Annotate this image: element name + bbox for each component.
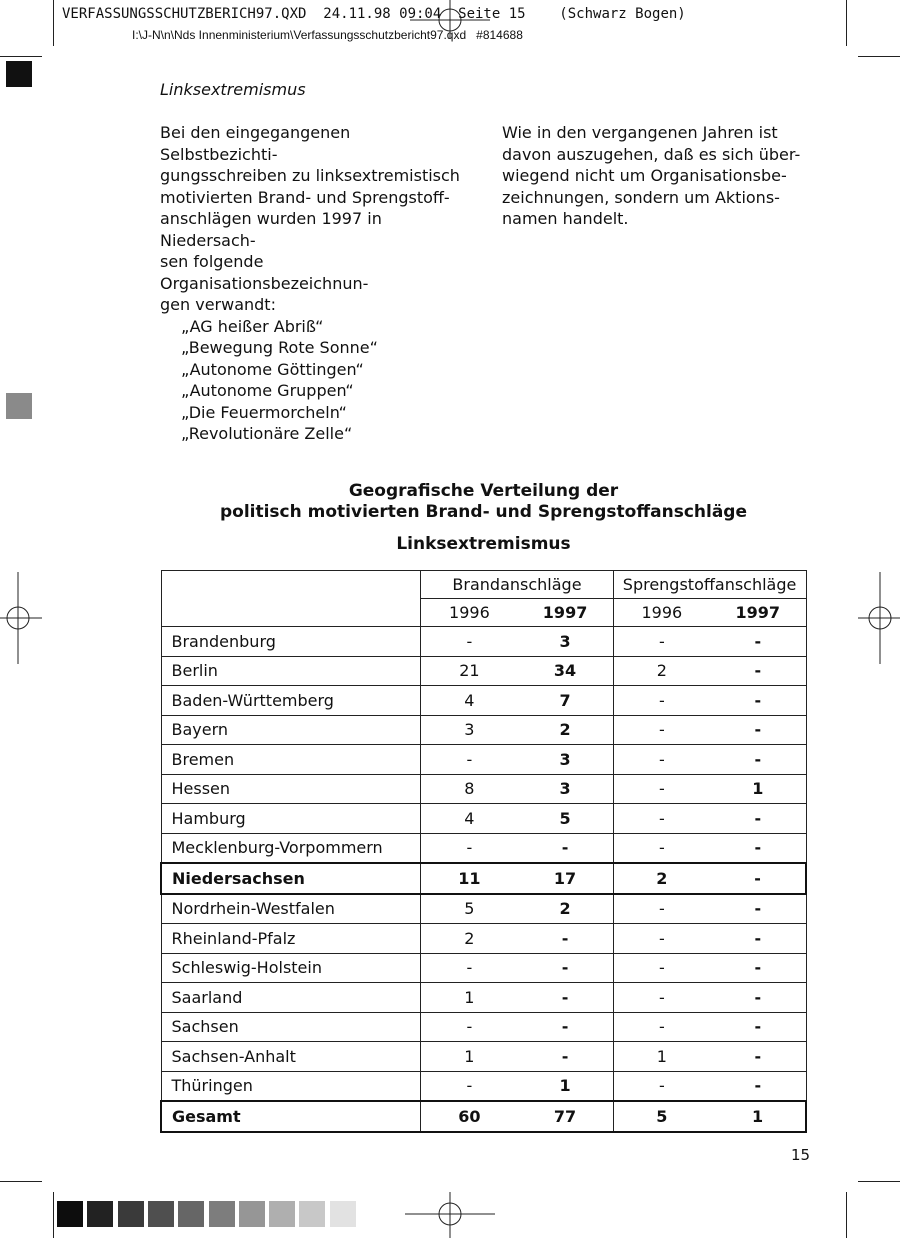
table-cell: - bbox=[613, 745, 710, 775]
statistics-table bbox=[160, 570, 807, 1133]
table-cell: 5 bbox=[517, 804, 613, 834]
table-cell: - bbox=[517, 1012, 613, 1042]
table-row bbox=[161, 1101, 806, 1132]
year-header: 1996 bbox=[421, 599, 518, 627]
paragraph-line: gen verwandt: bbox=[160, 295, 276, 314]
table-cell: 1 bbox=[710, 1101, 806, 1132]
table-row bbox=[161, 686, 806, 716]
table-cell: - bbox=[710, 745, 806, 775]
crop-mark bbox=[846, 0, 847, 46]
table-row bbox=[161, 1042, 806, 1072]
table-cell: 3 bbox=[517, 774, 613, 804]
crop-mark bbox=[858, 56, 900, 57]
paragraph-line: sen folgende Organisationsbezeichnun- bbox=[160, 252, 369, 293]
table-cell: 4 bbox=[421, 804, 518, 834]
table-cell: 34 bbox=[517, 656, 613, 686]
table-cell: 77 bbox=[517, 1101, 613, 1132]
grey-tab-mark bbox=[6, 393, 32, 419]
table-cell: - bbox=[710, 1012, 806, 1042]
crop-mark bbox=[53, 0, 54, 46]
row-label: Hessen bbox=[161, 774, 421, 804]
table-cell: - bbox=[710, 894, 806, 924]
row-label: Niedersachsen bbox=[161, 863, 421, 894]
table-cell: 2 bbox=[517, 715, 613, 745]
color-swatch bbox=[299, 1201, 325, 1227]
color-swatch bbox=[239, 1201, 265, 1227]
table-cell: - bbox=[710, 715, 806, 745]
row-label: Bayern bbox=[161, 715, 421, 745]
color-swatch bbox=[178, 1201, 204, 1227]
row-label: Sachsen bbox=[161, 1012, 421, 1042]
table-cell: - bbox=[421, 1012, 518, 1042]
table-cell: - bbox=[421, 627, 518, 657]
table-cell: 3 bbox=[517, 745, 613, 775]
table-cell: - bbox=[710, 1071, 806, 1101]
left-text-column bbox=[160, 122, 470, 445]
table-cell: - bbox=[710, 833, 806, 863]
organization-list bbox=[160, 316, 470, 445]
black-tab-mark bbox=[6, 61, 32, 87]
paragraph-line: wiegend nicht um Organisationsbe- bbox=[502, 166, 787, 185]
table-cell: - bbox=[613, 953, 710, 983]
row-label: Schleswig-Holstein bbox=[161, 953, 421, 983]
table-cell: - bbox=[710, 1042, 806, 1072]
list-item: „Revolutionäre Zelle“ bbox=[181, 424, 353, 443]
row-label: Gesamt bbox=[161, 1101, 421, 1132]
table-row bbox=[161, 745, 806, 775]
table-cell: 1 bbox=[421, 1042, 518, 1072]
row-label: Brandenburg bbox=[161, 627, 421, 657]
slug-line: VERFASSUNGSSCHUTZBERICH97.QXD 24.11.98 09:04 Seite 15 (Schwarz Bogen) bbox=[62, 6, 686, 22]
table-row bbox=[161, 715, 806, 745]
table-cell: - bbox=[613, 774, 710, 804]
table-cell: 2 bbox=[613, 863, 710, 894]
group-header-spreng: Sprengstoffanschläge bbox=[613, 571, 806, 599]
color-swatch bbox=[57, 1201, 83, 1227]
row-label: Sachsen-Anhalt bbox=[161, 1042, 421, 1072]
table-cell: 1 bbox=[613, 1042, 710, 1072]
table-cell: 1 bbox=[421, 983, 518, 1013]
table-cell: - bbox=[517, 983, 613, 1013]
year-header: 1997 bbox=[710, 599, 806, 627]
paragraph-line: motivierten Brand- und Sprengstoff- bbox=[160, 187, 450, 207]
table-cell: - bbox=[710, 804, 806, 834]
row-label: Baden-Württemberg bbox=[161, 686, 421, 716]
table-cell: 1 bbox=[517, 1071, 613, 1101]
table-cell: - bbox=[421, 745, 518, 775]
table-cell: - bbox=[613, 894, 710, 924]
color-swatch bbox=[330, 1201, 356, 1227]
table-title-line: politisch motivierten Brand- und Sprengstoffanschläge bbox=[219, 502, 748, 522]
table-cell: 7 bbox=[517, 686, 613, 716]
table-row bbox=[161, 627, 806, 657]
table-cell: - bbox=[613, 686, 710, 716]
table-subtitle: Linksextremismus bbox=[396, 534, 571, 554]
table-cell: - bbox=[517, 1042, 613, 1072]
table-row bbox=[161, 833, 806, 863]
table-cell: 5 bbox=[613, 1101, 710, 1132]
color-swatch bbox=[209, 1201, 235, 1227]
table-row bbox=[161, 894, 806, 924]
row-label: Mecklenburg-Vorpommern bbox=[161, 833, 421, 863]
table-cell: - bbox=[710, 953, 806, 983]
table-cell: - bbox=[613, 924, 710, 954]
table-cell: 1 bbox=[710, 774, 806, 804]
paragraph-line: davon auszugehen, daß es sich über- bbox=[502, 144, 801, 164]
row-label: Thüringen bbox=[161, 1071, 421, 1101]
table-cell: 2 bbox=[613, 656, 710, 686]
list-item: „Autonome Gruppen“ bbox=[181, 381, 354, 400]
table-cell: 5 bbox=[421, 894, 518, 924]
table-cell: 11 bbox=[421, 863, 518, 894]
list-item: „Autonome Göttingen“ bbox=[181, 359, 364, 379]
table-cell: - bbox=[517, 833, 613, 863]
page-number: 15 bbox=[791, 1146, 811, 1164]
row-label: Berlin bbox=[161, 656, 421, 686]
table-row bbox=[161, 1071, 806, 1101]
list-item: „Die Feuermorcheln“ bbox=[181, 402, 347, 422]
paragraph-line: Wie in den vergangenen Jahren ist bbox=[502, 123, 778, 142]
section-title: Linksextremismus bbox=[160, 80, 306, 99]
table-cell: 2 bbox=[421, 924, 518, 954]
crop-mark bbox=[846, 1192, 847, 1238]
table-row bbox=[161, 863, 806, 894]
registration-mark-icon bbox=[0, 572, 42, 664]
right-text-column bbox=[502, 122, 802, 230]
crop-mark bbox=[858, 1181, 900, 1182]
table-cell: - bbox=[613, 983, 710, 1013]
table-cell: 2 bbox=[517, 894, 613, 924]
paragraph-line: zeichnungen, sondern um Aktions- bbox=[502, 187, 780, 207]
table-cell: 21 bbox=[421, 656, 518, 686]
table-row bbox=[161, 1012, 806, 1042]
table-cell: - bbox=[613, 1012, 710, 1042]
list-item: „AG heißer Abriß“ bbox=[181, 316, 324, 336]
table-cell: - bbox=[421, 953, 518, 983]
paragraph-line: Bei den eingegangenen Selbstbezichti- bbox=[160, 123, 351, 164]
table-row bbox=[161, 804, 806, 834]
table-cell: - bbox=[517, 953, 613, 983]
crop-mark bbox=[53, 1192, 54, 1238]
table-title bbox=[160, 481, 807, 523]
registration-mark-icon bbox=[858, 572, 900, 664]
color-swatch bbox=[87, 1201, 113, 1227]
table-cell: - bbox=[710, 627, 806, 657]
table-cell: - bbox=[710, 983, 806, 1013]
color-swatch bbox=[269, 1201, 295, 1227]
table-row bbox=[161, 924, 806, 954]
row-label: Bremen bbox=[161, 745, 421, 775]
crop-mark bbox=[0, 56, 42, 57]
table-row bbox=[161, 774, 806, 804]
table-cell: 4 bbox=[421, 686, 518, 716]
table-cell: 60 bbox=[421, 1101, 518, 1132]
table-cell: 8 bbox=[421, 774, 518, 804]
row-label: Saarland bbox=[161, 983, 421, 1013]
row-label: Rheinland-Pfalz bbox=[161, 924, 421, 954]
table-cell: - bbox=[710, 863, 806, 894]
table-cell: - bbox=[613, 627, 710, 657]
registration-mark-icon bbox=[405, 1192, 495, 1238]
paragraph-line: namen handelt. bbox=[502, 209, 629, 228]
year-header: 1997 bbox=[517, 599, 613, 627]
table-row bbox=[161, 656, 806, 686]
table-cell: - bbox=[613, 804, 710, 834]
table-cell: - bbox=[710, 656, 806, 686]
table-cell: - bbox=[613, 833, 710, 863]
table-row bbox=[161, 983, 806, 1013]
table-cell: 17 bbox=[517, 863, 613, 894]
row-label: Nordrhein-Westfalen bbox=[161, 894, 421, 924]
table-cell: - bbox=[613, 1071, 710, 1101]
crop-mark bbox=[0, 1181, 42, 1182]
table-cell: - bbox=[710, 924, 806, 954]
table-cell: - bbox=[517, 924, 613, 954]
paragraph-line: anschlägen wurden 1997 in Niedersach- bbox=[160, 209, 382, 250]
empty-header-cell bbox=[161, 571, 421, 627]
table-cell: - bbox=[710, 686, 806, 716]
table-cell: - bbox=[613, 715, 710, 745]
table-row bbox=[161, 953, 806, 983]
table-cell: - bbox=[421, 833, 518, 863]
table-title-line: Geografische Verteilung der bbox=[348, 481, 619, 501]
year-header: 1996 bbox=[613, 599, 710, 627]
file-path: I:\J-N\n\Nds Innenministerium\Verfassungsschutzbericht97.qxd #814688 bbox=[132, 28, 523, 42]
table-cell: - bbox=[421, 1071, 518, 1101]
paragraph-line: gungsschreiben zu linksextremistisch bbox=[160, 166, 460, 185]
color-swatch bbox=[118, 1201, 144, 1227]
color-swatch bbox=[148, 1201, 174, 1227]
table-cell: 3 bbox=[517, 627, 613, 657]
table-cell: 3 bbox=[421, 715, 518, 745]
list-item: „Bewegung Rote Sonne“ bbox=[181, 338, 378, 357]
group-header-brand: Brandanschläge bbox=[421, 571, 613, 599]
row-label: Hamburg bbox=[161, 804, 421, 834]
